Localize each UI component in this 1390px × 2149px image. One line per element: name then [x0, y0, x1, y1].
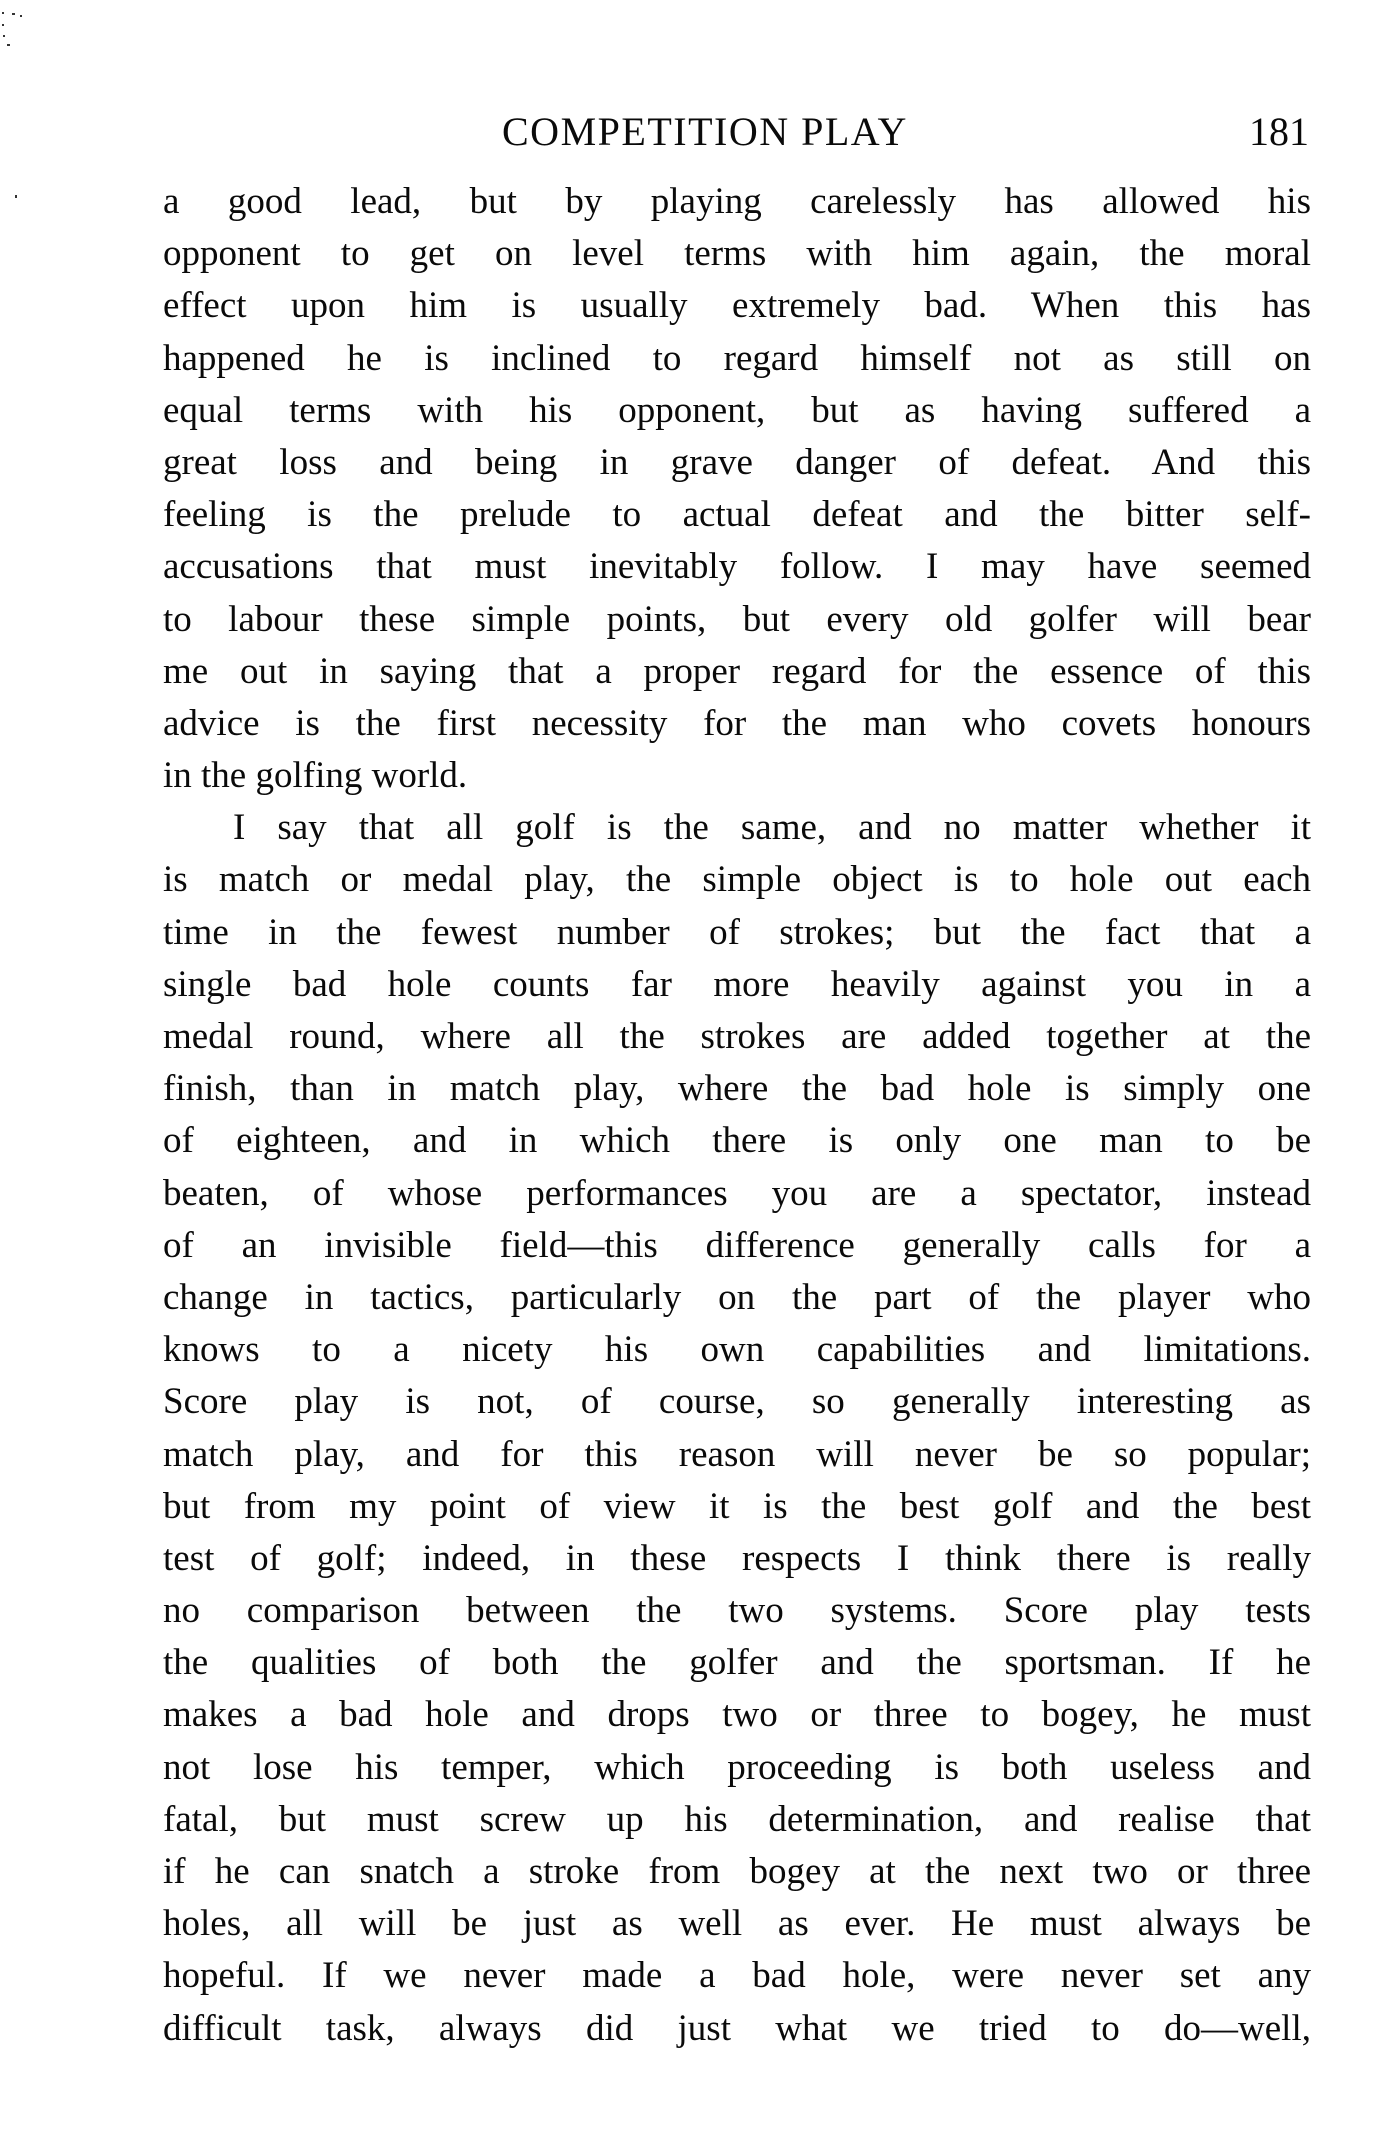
scan-speck: [12, 13, 15, 15]
text-line: [163, 437, 1311, 489]
text-line: [163, 333, 1311, 385]
text-line: [163, 594, 1311, 646]
line-text: a good lead, but by playing carelessly has allowed his: [163, 181, 1311, 222]
page-number: 181: [1249, 109, 1309, 154]
text-line: [163, 228, 1311, 280]
line-text: finish, than in match play, where the bad hole is simply one: [163, 1068, 1311, 1110]
text-line: [163, 541, 1311, 593]
line-text: knows to a nicety his own capabilities and limitations.: [163, 1329, 1311, 1371]
text-line: [163, 176, 1311, 228]
text-line: [163, 1585, 1311, 1637]
scan-speck: [3, 35, 5, 37]
line-text: accusations that must inevitably follow. I may have seemed: [163, 546, 1311, 588]
text-line: [163, 2003, 1311, 2055]
line-text: hopeful. If we never made a bad hole, were never set any: [163, 1955, 1311, 1997]
scan-speck: [2, 12, 4, 14]
line-text: feeling is the prelude to actual defeat and the bitter self-: [163, 494, 1311, 536]
line-text: test of golf; indeed, in these respects I think there is really: [163, 1537, 1311, 1579]
line-text: but from my point of view it is the best golf and the best: [163, 1485, 1311, 1527]
line-text: to labour these simple points, but every old golfer will bear: [163, 598, 1311, 640]
line-text: of an invisible field—this difference generally calls for a: [163, 1224, 1311, 1266]
text-line: [163, 1846, 1311, 1898]
text-line: [163, 1376, 1311, 1428]
text-line: [163, 489, 1311, 541]
body-text: [163, 176, 1311, 2055]
scan-speck: [7, 44, 10, 46]
text-line: [163, 1063, 1311, 1115]
line-text: match play, and for this reason will never be so popular;: [163, 1433, 1311, 1475]
line-text: of eighteen, and in which there is only one man to be: [163, 1120, 1311, 1162]
line-text: in the golfing world.: [163, 755, 468, 797]
line-text: not lose his temper, which proceeding is both useless and: [163, 1746, 1311, 1788]
text-line: [163, 802, 1311, 854]
text-line: [163, 1168, 1311, 1220]
scan-speck: [2, 24, 4, 26]
paragraph: [163, 176, 1311, 802]
line-text: effect upon him is usually extremely bad. When this has: [163, 285, 1311, 327]
line-text: opponent to get on level terms with him again, the moral: [163, 233, 1311, 275]
text-line: [163, 1011, 1311, 1063]
line-text: is match or medal play, the simple object is to hole out each: [163, 859, 1311, 901]
line-text: advice is the first necessity for the man who covets honours: [163, 702, 1311, 744]
line-text: makes a bad hole and drops two or three to bogey, he must: [163, 1694, 1311, 1736]
scan-speck: [20, 15, 22, 17]
line-text: difficult task, always did just what we tried to do—well,: [163, 2007, 1311, 2049]
text-line: [163, 1115, 1311, 1167]
line-text: holes, all will be just as well as ever. He must always be: [163, 1903, 1311, 1945]
line-text: great loss and being in grave danger of defeat. And this: [163, 441, 1311, 483]
line-text: time in the fewest number of strokes; but the fact that a: [163, 911, 1311, 953]
running-head: [163, 108, 1311, 156]
text-line: [163, 646, 1311, 698]
line-text: the qualities of both the golfer and the sportsman. If he: [163, 1642, 1311, 1684]
text-line: [163, 1742, 1311, 1794]
line-text: if he can snatch a stroke from bogey at the next two or three: [163, 1851, 1311, 1892]
scan-speck: [15, 195, 17, 198]
line-text: medal round, where all the strokes are added together at the: [163, 1016, 1311, 1057]
line-text: I say that all golf is the same, and no matter whether it: [233, 807, 1311, 849]
text-line: [163, 1637, 1311, 1689]
text-line: [163, 959, 1311, 1011]
text-line: [163, 1533, 1311, 1585]
line-text: change in tactics, particularly on the part of the player who: [163, 1276, 1311, 1318]
text-line: [163, 1950, 1311, 2002]
line-text: Score play is not, of course, so generally interesting as: [163, 1381, 1311, 1423]
text-line: [163, 750, 1311, 802]
text-line: [163, 280, 1311, 332]
line-text: me out in saying that a proper regard for the essence of this: [163, 650, 1311, 692]
line-text: single bad hole counts far more heavily against you in a: [163, 963, 1311, 1005]
text-line: [163, 1220, 1311, 1272]
text-line: [163, 1481, 1311, 1533]
paragraph: [163, 802, 1311, 2055]
text-line: [163, 907, 1311, 959]
line-text: beaten, of whose performances you are a spectator, instead: [163, 1172, 1311, 1214]
text-line: [163, 1898, 1311, 1950]
chapter-title: COMPETITION PLAY: [502, 109, 908, 154]
text-line: [163, 1794, 1311, 1846]
text-line: [163, 1689, 1311, 1741]
line-text: equal terms with his opponent, but as having suffered a: [163, 389, 1311, 431]
text-line: [163, 1324, 1311, 1376]
text-line: [163, 854, 1311, 906]
line-text: happened he is inclined to regard himself not as still on: [163, 337, 1311, 379]
text-line: [163, 1272, 1311, 1324]
text-line: [163, 1429, 1311, 1481]
text-line: [163, 698, 1311, 750]
line-text: no comparison between the two systems. Score play tests: [163, 1590, 1311, 1632]
text-line: [163, 385, 1311, 437]
line-text: fatal, but must screw up his determination, and realise that: [163, 1798, 1311, 1840]
